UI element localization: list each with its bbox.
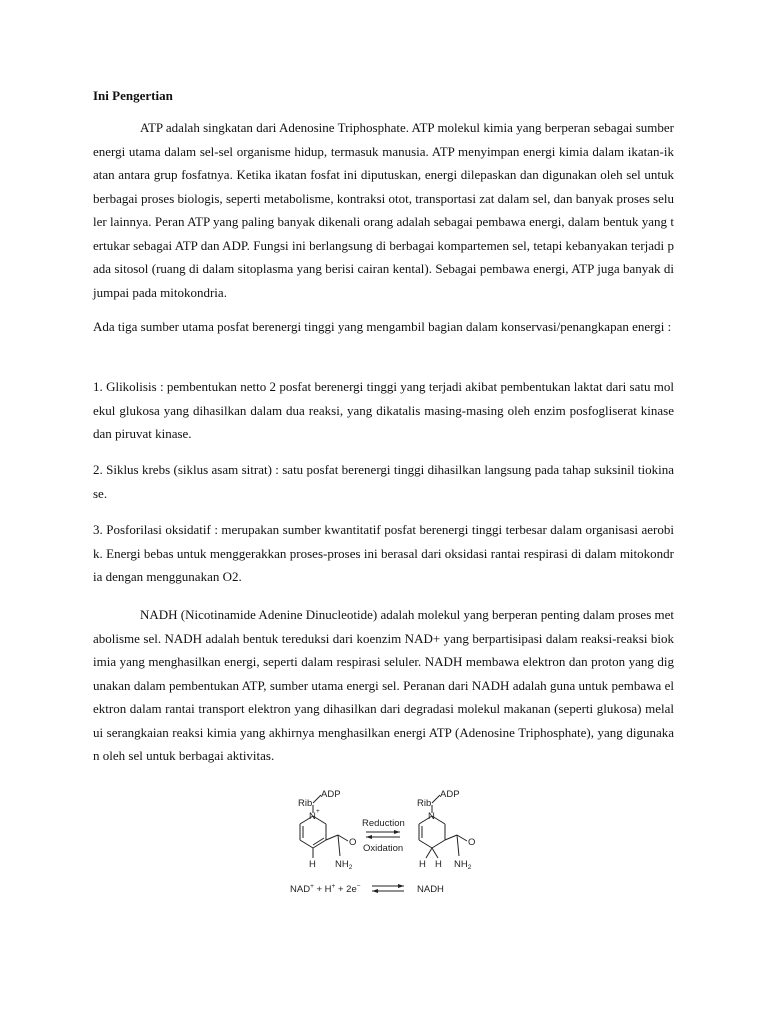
left-h-label: H [309,859,316,870]
left-n-charge: + [316,808,320,815]
equation-reactants: NAD+ + H+ + 2e− [290,883,361,895]
reaction-diagram [280,780,490,900]
right-adp-label: ADP [440,789,460,800]
right-h2-label: H [435,859,442,870]
equation-product: NADH [417,884,444,895]
paragraph-atp: ATP adalah singkatan dari Adenosine Triphosphate. ATP molekul kimia yang berperan sebagai sumber energi utama dalam sel-sel organisme hidup, termasuk manusia. ATP menyimpan energi kimia dalam ikatan-ikatan antara grup fosfatnya. Ketika ikatan fosfat ini diputuskan, energi dilepaskan dan digunakan oleh sel untuk berbagai proses biologis, seperti metabolisme, kontraksi otot, transportasi zat dalam sel, dan banyak proses seluler lainnya. Peran ATP yang paling banyak dikenali orang adalah sebagai pembawa energi, dalam bentuk yang tertukar sebagai ATP dan ADP. Fungsi ini berlangsung di berbagai kompartemen sel, tetapi kebanyakan terjadi pada sitosol (ruang di dalam sitoplasma yang berisi cairan kental). Sebagai pembawa energi, ATP juga banyak dijumpai pada mitokondria. [93,120,674,300]
paragraph-nadh: NADH (Nicotinamide Adenine Dinucleotide) adalah molekul yang berperan penting dalam proses metabolisme sel. NADH adalah bentuk tereduksi dari koenzim NAD+ yang berpartisipasi dalam reaksi-reaksi biokimia yang menghasilkan energi, seperti dalam respirasi seluler. NADH membawa elektron dan proton yang digunakan dalam pembentukan ATP, sumber utama energi sel. Peranan dari NADH adalah guna untuk pembawa elektron dalam rantai transport elektron yang dihasilkan dari degradasi molekul makanan (seperti glukosa) melalui serangkaian reaksi kimia yang akhirnya menghasilkan energi ATP (Adenosine Triphosphate), yang digunakan oleh sel untuk berbagai aktivitas. [93,607,674,763]
left-nh2-label: $NH_2$ [335,859,353,871]
reduction-label: Reduction [362,818,405,829]
right-n-label: N [428,811,435,822]
right-h1-label: H [419,859,426,870]
left-adp-label: ADP [321,789,341,800]
paragraph-sources-intro: Ada tiga sumber utama posfat berenergi tinggi yang mengambil bagian dalam konservasi/penangkapan energi : [93,319,672,334]
left-n-label: N [309,811,316,822]
equilibrium-arrows [366,830,400,839]
paragraph-posforilasi: 3. Posforilasi oksidatif : merupakan sumber kwantitatif posfat berenergi tinggi terbesar dalam organisasi aerobik. Energi bebas untuk menggerakkan proses-proses ini berasal dari oksidasi rantai respirasi di dalam mitokondria dengan menggunakan O2. [93,522,674,584]
left-rib-label: Rib [298,798,313,809]
left-o-label: O [349,837,357,848]
nad-nadh-reaction-figure [280,780,490,900]
paragraph-siklus-krebs: 2. Siklus krebs (siklus asam sitrat) : satu posfat berenergi tinggi dihasilkan langsung pada tahap suksinil tiokinase. [93,462,674,501]
document-heading: Ini Pengertian [93,88,173,103]
right-rib-label: Rib [417,798,432,809]
right-o-label: O [468,837,476,848]
right-nh2-label: $NH_2$ [454,859,472,871]
equation-arrows [372,884,404,893]
paragraph-glikolisis: 1. Glikolisis : pembentukan netto 2 posfat berenergi tinggi yang terjadi akibat pembentukan laktat dari satu molekul glukosa yang dihasilkan dalam dua reaksi, yang dikatalis masing-masing oleh enzim posfogliserat kinase dan piruvat kinase. [93,379,674,441]
oxidation-label: Oxidation [363,843,404,854]
